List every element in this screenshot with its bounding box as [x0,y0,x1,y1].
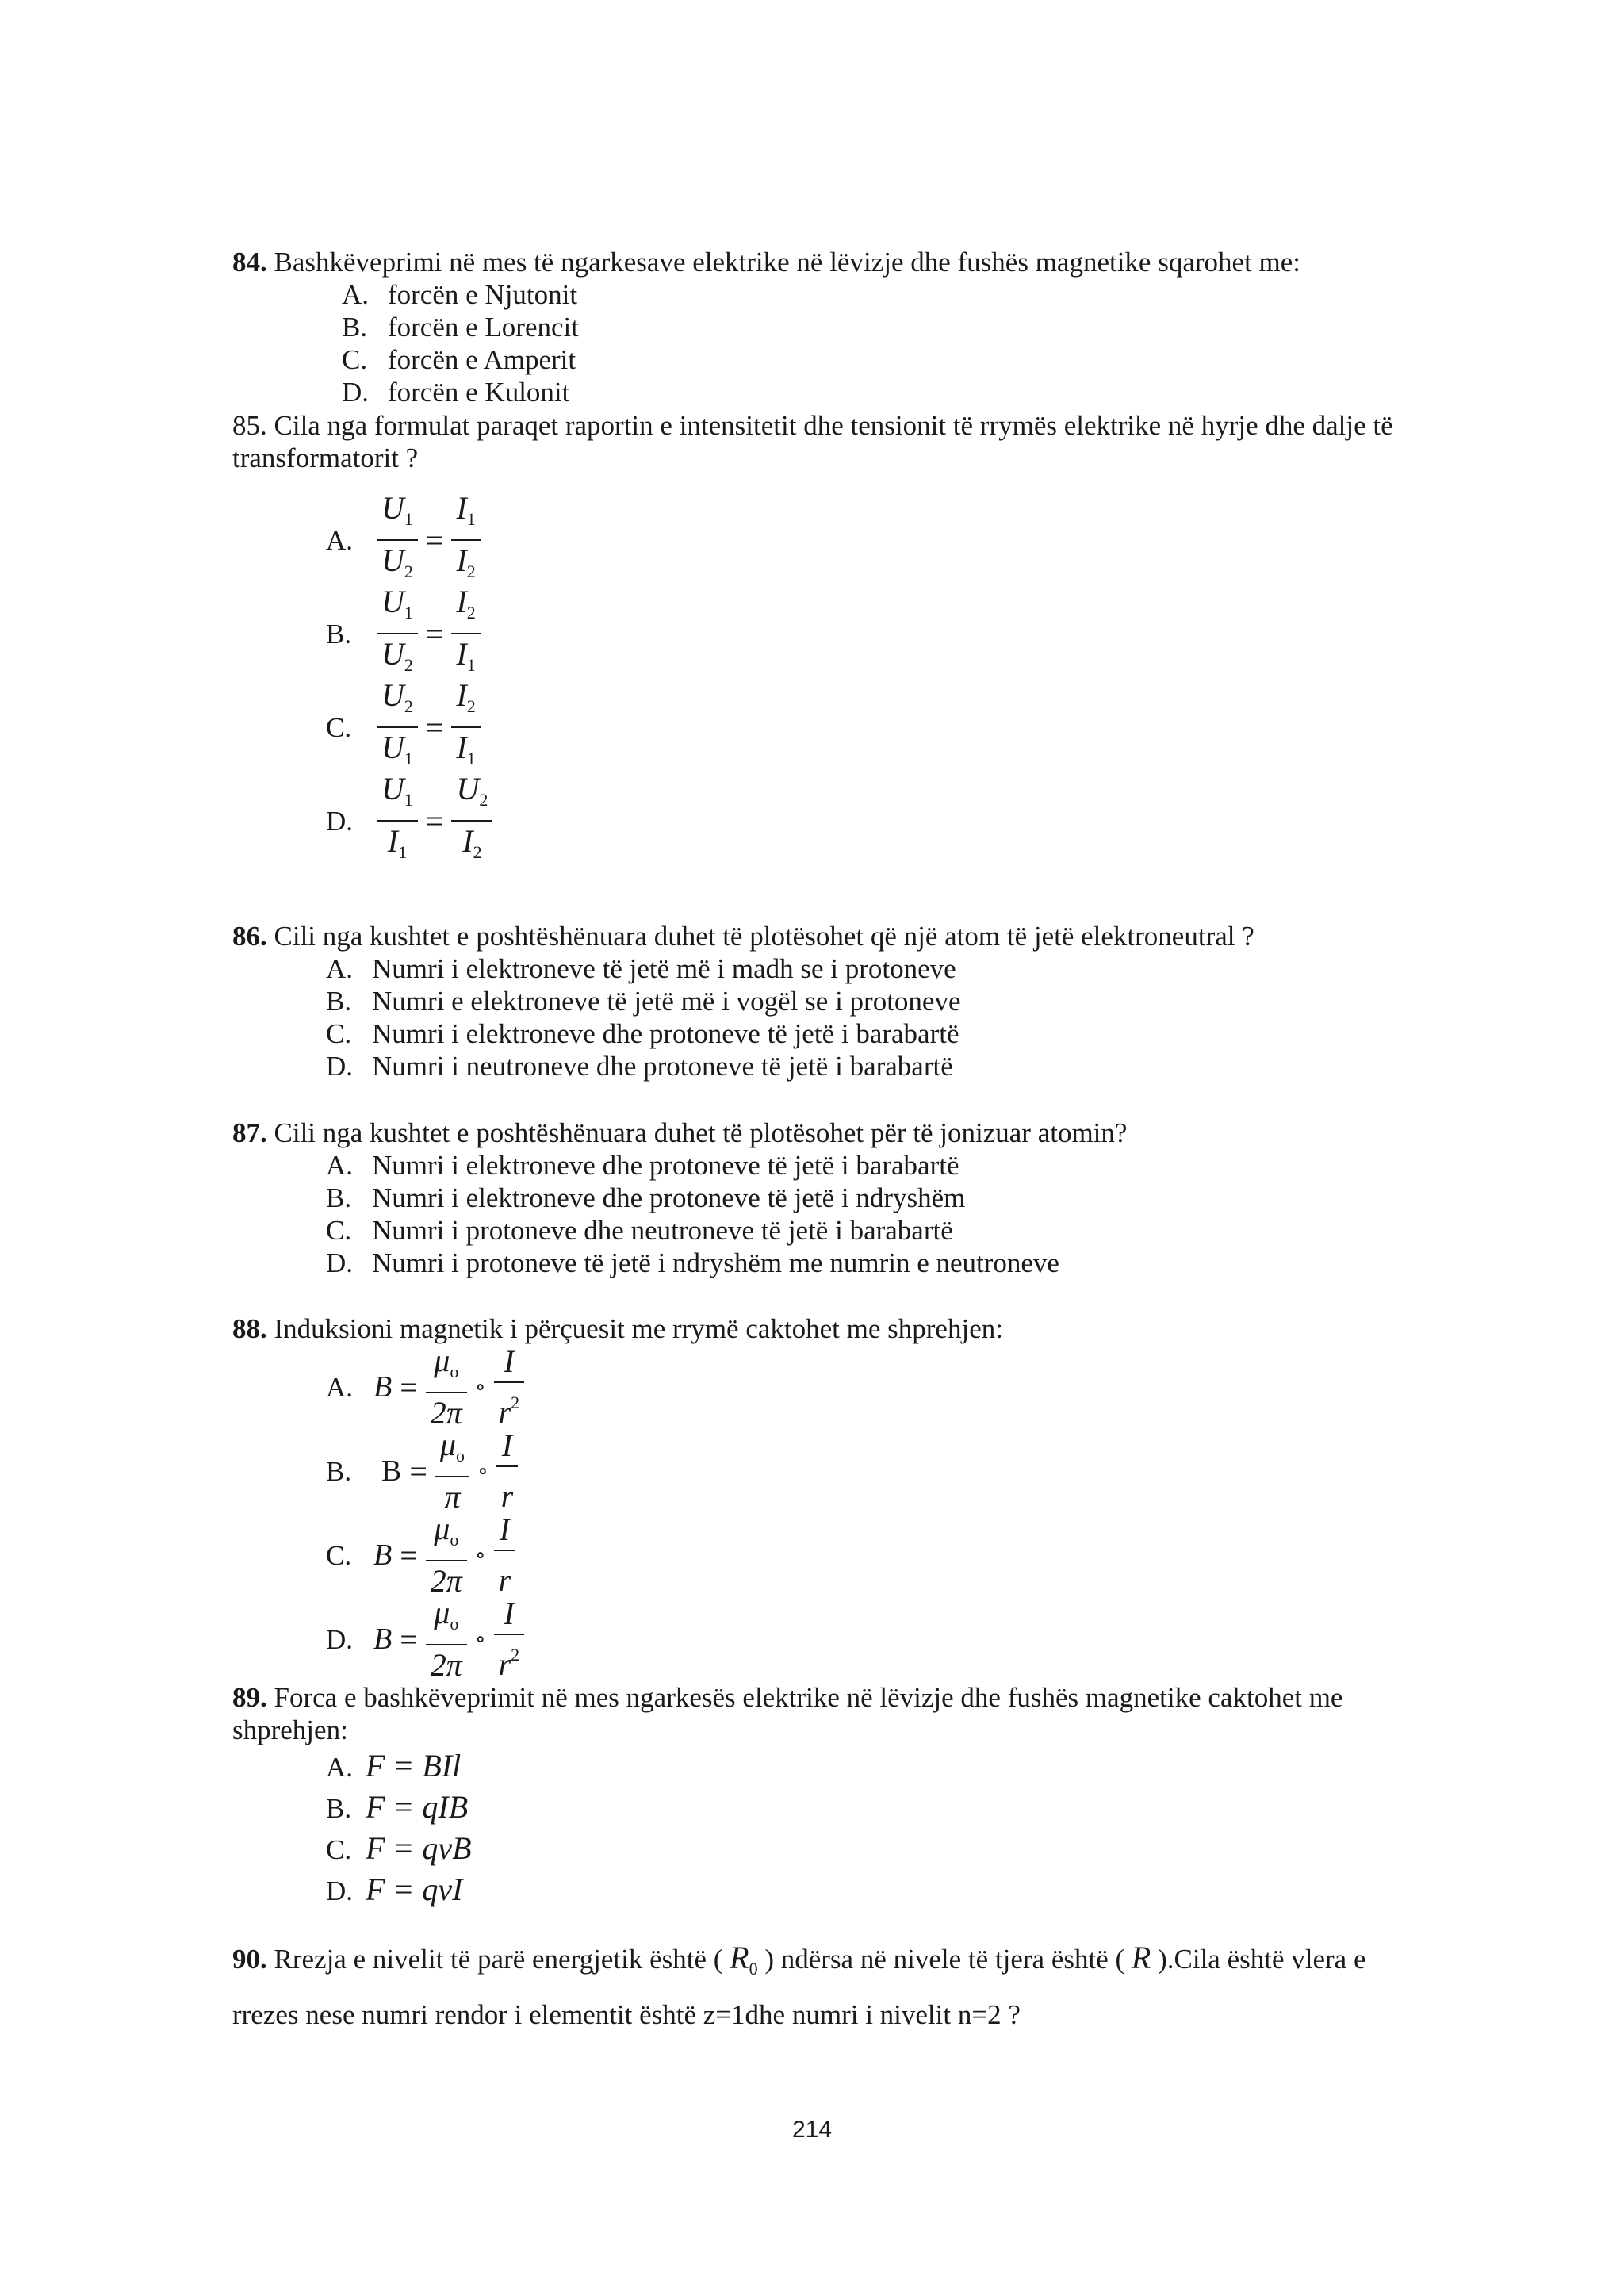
symbol: μ [439,1427,456,1462]
subscript: 2 [466,603,476,623]
question-84-stem [232,246,1406,278]
symbol: U [381,542,404,578]
denominator [496,1467,519,1516]
subscript: 2 [466,561,476,581]
option-a: A. forcën e Njutonit [342,279,578,310]
symbol: 2π [430,1563,462,1599]
question-86-stem [232,920,1406,952]
question-86-options [326,952,1406,1082]
symbol: U [381,636,404,672]
subscript: 1 [404,509,413,529]
subscript: 1 [404,603,413,623]
question-84 [232,246,1406,408]
subscript: 2 [404,696,413,716]
subscript: 2 [404,655,413,675]
operator: ∘ [474,1626,486,1652]
question-86 [232,920,1406,1082]
question-88-options [326,1345,1406,1681]
numerator [451,676,480,726]
formula: F = BIl [366,1748,462,1783]
question-89-number: 89. [232,1682,267,1713]
option-letter: D. [326,805,354,837]
option-d: D. F = qvI [326,1870,1406,1911]
symbol: I [456,677,467,713]
subscript: o [456,1446,465,1465]
numerator [377,488,418,539]
denominator [426,1645,467,1685]
symbol: μ [434,1511,450,1546]
symbol: π [444,1479,461,1515]
option-c: C. Numri i elektroneve dhe protoneve të jetë i barabartë [326,1018,959,1049]
numerator [451,769,492,820]
numerator [499,1594,519,1634]
subscript: 2 [466,696,476,716]
formula-option-a [326,490,1406,587]
question-87-options [326,1149,1406,1279]
denominator [494,1383,525,1432]
symbol: U [381,771,404,806]
question-89 [232,1681,1406,1911]
equals-sign: = [400,1369,418,1405]
question-87-text: Cili nga kushtet e poshtëshënuara duhet të plotësohet për të jonizuar atomin? [274,1117,1128,1148]
option-letter: B. [326,618,352,649]
option-d: D. Numri i protoneve të jetë i ndryshëm me numrin e neutroneve [326,1247,1059,1278]
formula-option-c [326,1513,1406,1597]
option-letter: C. [326,1539,352,1571]
question-88 [232,1312,1406,1681]
equals-sign: = [425,522,444,558]
question-89-options [326,1746,1406,1911]
numerator [377,769,418,820]
operator: ∘ [474,1374,486,1400]
symbol: r [498,1562,511,1598]
question-87-stem [232,1117,1406,1149]
symbol: I [462,823,473,859]
left-fraction [377,582,418,685]
symbol: I [504,1596,515,1631]
option-c: C. forcën e Amperit [342,344,576,375]
symbol: I [456,584,467,619]
lhs-symbol: B [373,1538,393,1572]
question-89-stem [232,1681,1406,1746]
option-letter: B. [326,1455,352,1487]
question-87-number: 87. [232,1117,267,1148]
question-88-stem [232,1312,1406,1345]
superscript: 2 [511,1393,520,1412]
question-90-text-a: Rrezja e nivelit të parë energjetik është ( [274,1944,723,1975]
formula-option-d [326,1597,1406,1681]
numerator [429,1593,463,1644]
option-c: C. F = qvB [326,1829,1406,1870]
equals-sign: = [425,615,444,652]
symbol: I [501,1427,513,1463]
right-fraction [451,769,492,872]
operator: ∘ [477,1458,488,1484]
question-90-number: 90. [232,1944,267,1975]
option-letter: C. [326,711,352,743]
option-a: A. F = BIl [326,1746,1406,1787]
symbol: 2π [430,1395,462,1431]
numerator [435,1425,469,1476]
question-85-options [326,490,1406,868]
lhs-symbol: B [373,1622,393,1656]
option-letter: A. [326,1371,354,1403]
numerator [377,582,418,633]
question-86-number: 86. [232,921,267,952]
question-87 [232,1117,1406,1279]
question-88-number: 88. [232,1313,267,1344]
question-90 [232,1935,1406,2038]
formula: F = qvB [366,1830,472,1866]
numerator [499,1342,519,1381]
formula-option-a [326,1345,1406,1429]
current-fraction [494,1342,525,1432]
mu-fraction [426,1509,467,1601]
lhs-symbol: B [373,1370,393,1404]
r0-symbol: $R_0$ [730,1940,758,1979]
subscript: 1 [466,509,476,529]
formula-option-c [326,677,1406,774]
symbol: U [381,584,404,619]
symbol: I [456,730,467,765]
right-fraction [451,676,480,779]
current-fraction [494,1510,516,1600]
symbol: r [498,1394,511,1430]
equals-sign: = [409,1453,427,1489]
symbol: r [498,1646,511,1682]
question-90-text-b: ) ndërsa në nivele të tjera është ( [764,1944,1125,1975]
denominator [458,822,486,872]
question-90-text-c: ).Cila është vlera e rrezes nese numri rendor i elementit është z=1dhe numri i nivelit n=2 ? [232,1944,1366,2030]
symbol: 2π [430,1647,462,1683]
denominator [494,1635,525,1684]
mu-fraction [426,1341,467,1433]
symbol: I [456,542,467,578]
question-85 [232,409,1406,868]
subscript: 1 [466,655,476,675]
formula-option-b [326,1429,1406,1513]
formula-option-d [326,771,1406,868]
subscript: o [450,1362,459,1381]
subscript: o [450,1614,459,1634]
current-fraction [496,1426,519,1516]
right-fraction [451,582,480,685]
option-d: D. forcën e Kulonit [342,377,570,408]
numerator [377,676,418,726]
option-b: B. forcën e Lorencit [342,312,579,343]
denominator [383,822,412,872]
numerator [495,1510,515,1550]
symbol: I [456,490,467,526]
mu-fraction [426,1593,467,1685]
question-89-text: Forca e bashkëveprimit në mes ngarkesës elektrike në lëvizje dhe fushës magnetike caktohet me shprehjen: [232,1682,1343,1745]
subscript: 1 [398,842,408,862]
option-b: B. Numri i elektroneve dhe protoneve të jetë i ndryshëm [326,1182,966,1213]
question-84-text: Bashkëveprimi në mes të ngarkesave elektrike në lëvizje dhe fushës magnetike sqarohet me: [274,247,1301,278]
mu-fraction [435,1425,469,1517]
numerator [497,1426,517,1465]
question-85-text: 85. Cila nga formulat paraqet raportin e intensitetit dhe tensionit të rrymës elektrike në hyrje dhe dalje të transformatorit ? [232,410,1393,473]
numerator [451,582,480,633]
operator: ∘ [474,1542,486,1568]
option-letter: A. [326,524,354,556]
symbol: U [456,771,480,806]
equals-sign: = [400,1621,418,1657]
symbol: r [500,1478,514,1514]
current-fraction [494,1594,525,1684]
subscript: 2 [479,790,488,810]
subscript: 2 [404,561,413,581]
left-fraction [377,488,418,592]
symbol: I [499,1511,511,1547]
left-fraction [377,676,418,779]
subscript: 1 [404,790,413,810]
symbol: μ [434,1343,450,1378]
question-88-text: Induksioni magnetik i përçuesit me rrymë caktohet me shprehjen: [274,1313,1003,1344]
symbol: U [381,730,404,765]
numerator [429,1509,463,1560]
subscript: 1 [466,749,476,768]
equals-sign: = [425,803,444,839]
symbol: I [387,823,399,859]
question-84-number: 84. [232,247,267,278]
page-number: 214 [791,2117,833,2143]
lhs-symbol: B [381,1454,402,1488]
symbol: U [381,677,404,713]
option-c: C. Numri i protoneve dhe neutroneve të jetë i barabartë [326,1215,953,1246]
numerator [451,488,480,539]
option-a: A. Numri i elektroneve dhe protoneve të jetë i barabartë [326,1150,959,1181]
subscript: o [450,1530,459,1550]
denominator [494,1551,516,1600]
option-letter: D. [326,1623,354,1655]
subscript: 1 [404,749,413,768]
equals-sign: = [425,709,444,745]
symbol: I [456,636,467,672]
question-86-text: Cili nga kushtet e poshtëshënuara duhet të plotësohet që një atom të jetë elektroneutral ? [274,921,1254,952]
option-b: B. Numri e elektroneve të jetë më i vogël se i protoneve [326,986,961,1017]
question-84-options [342,278,1406,408]
numerator [429,1341,463,1392]
equals-sign: = [400,1537,418,1573]
symbol: U [381,490,404,526]
right-fraction [451,488,480,592]
symbol: μ [434,1595,450,1630]
symbol: I [504,1343,515,1379]
superscript: 2 [511,1645,520,1665]
formula-option-b [326,584,1406,680]
left-fraction [377,769,418,872]
option-b: B. F = qIB [326,1787,1406,1829]
option-d: D. Numri i neutroneve dhe protoneve të jetë i barabartë [326,1051,953,1082]
formula: F = qvI [366,1871,463,1907]
r-symbol: R [1131,1940,1151,1975]
option-a: A. Numri i elektroneve të jetë më i madh se i protoneve [326,953,956,984]
subscript: 2 [473,842,482,862]
formula: F = qIB [366,1789,469,1825]
